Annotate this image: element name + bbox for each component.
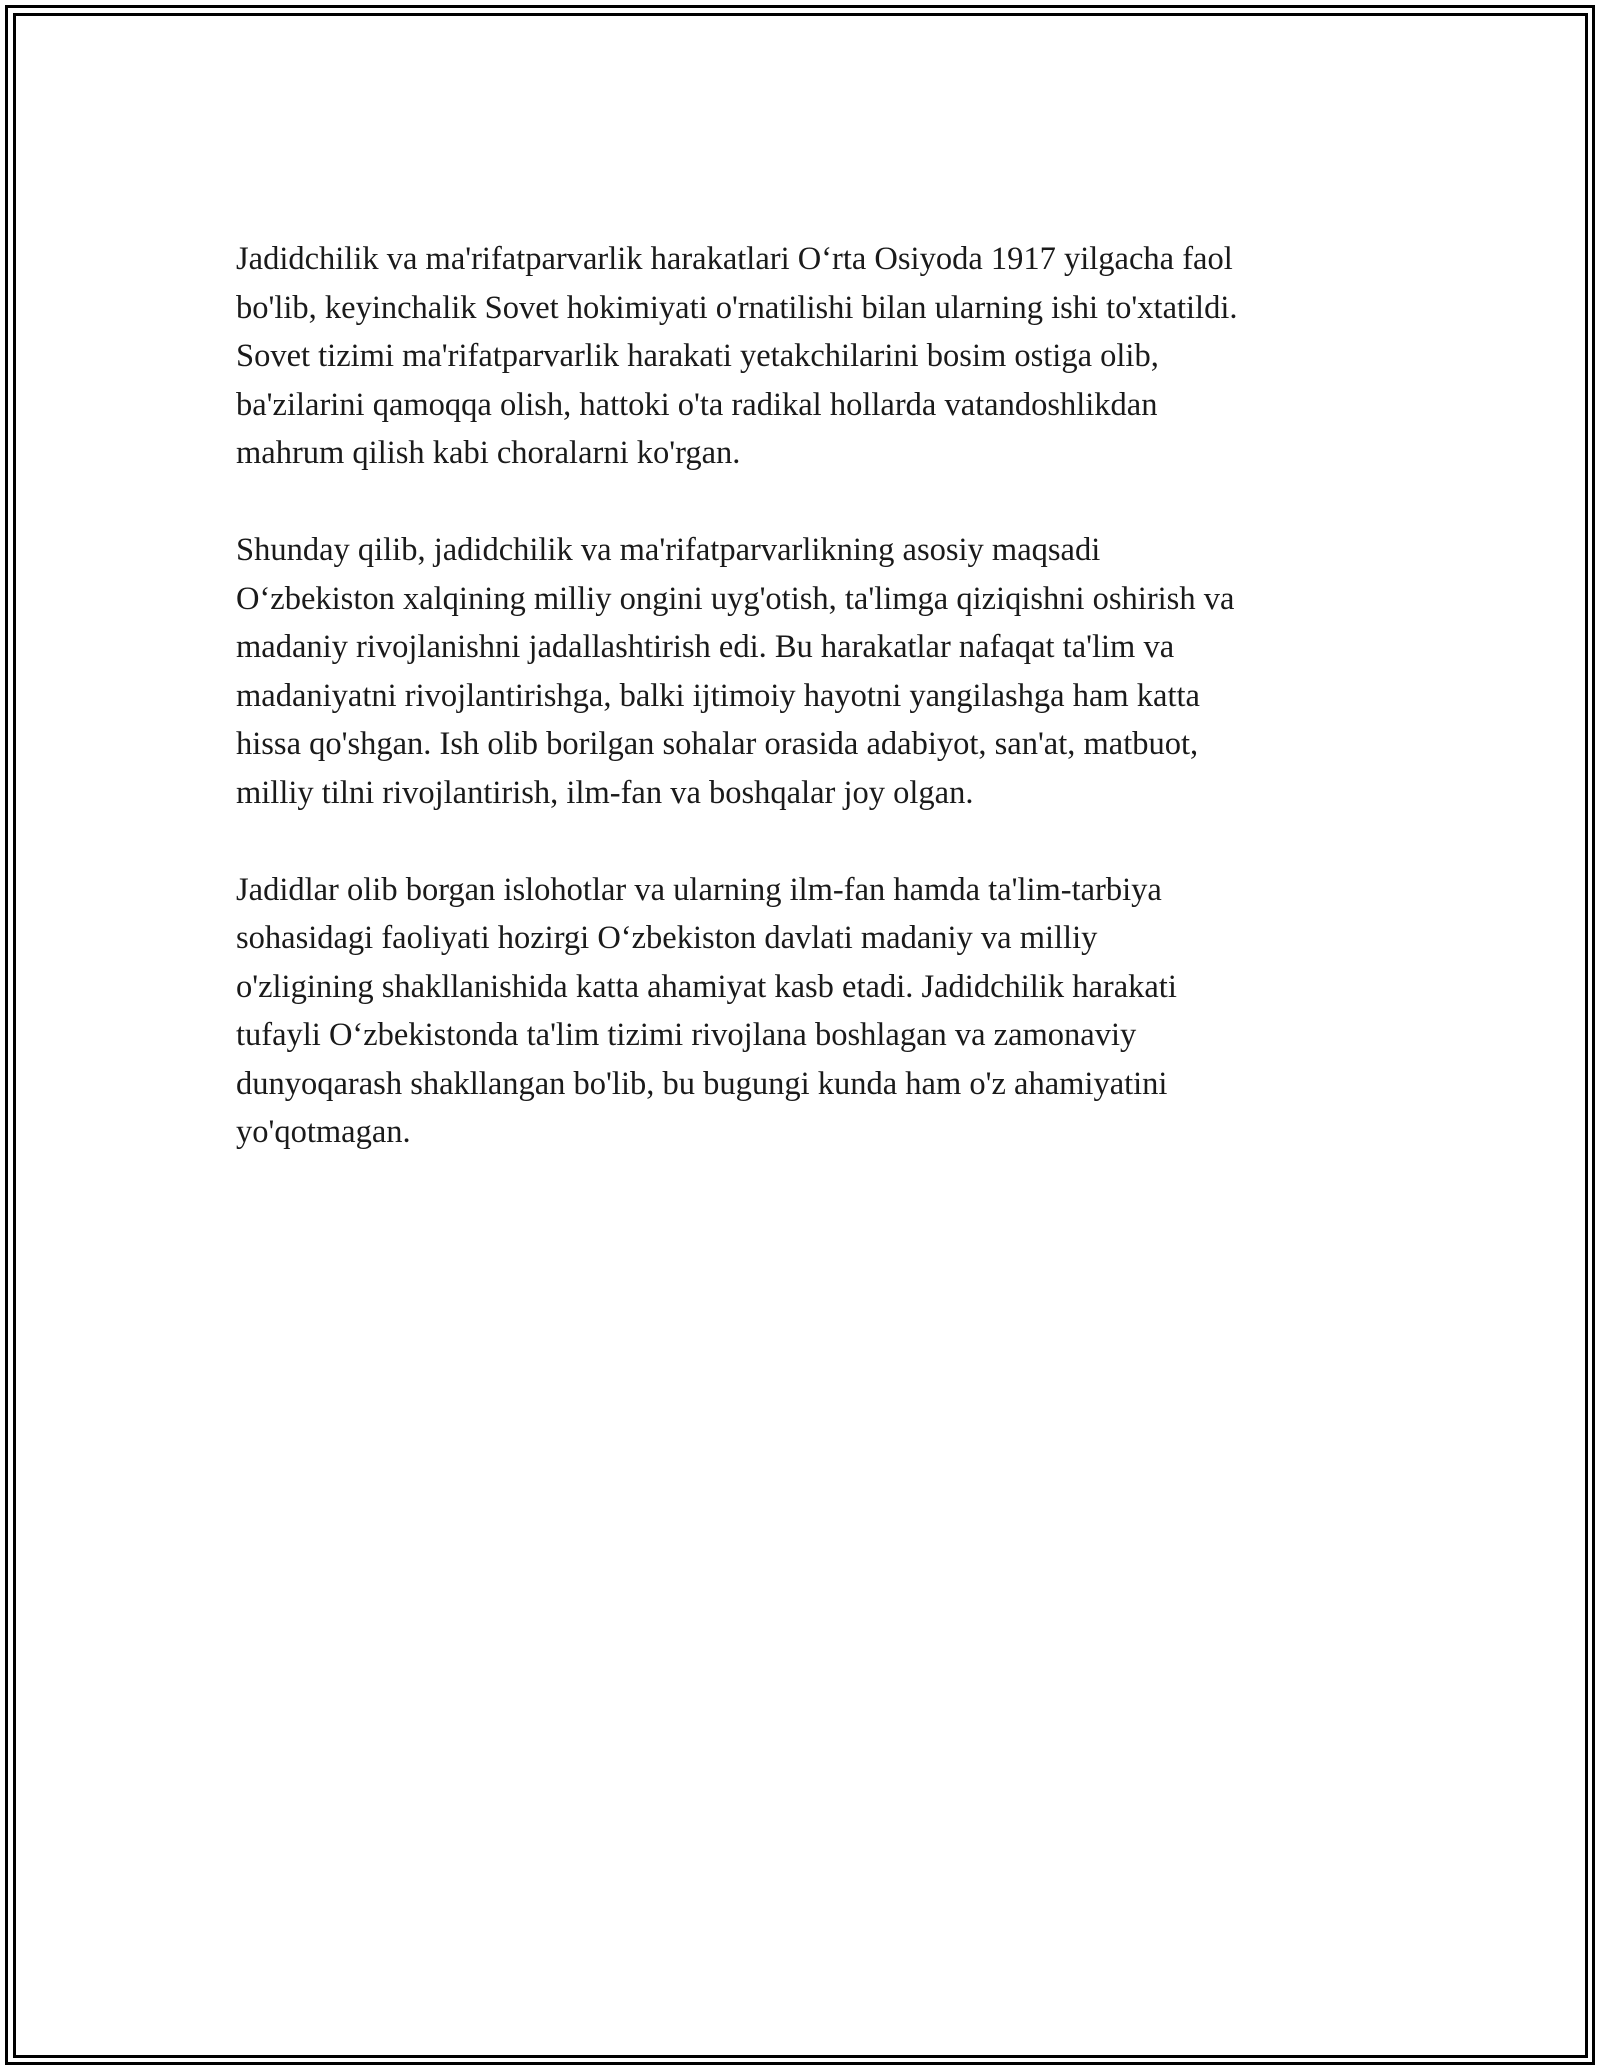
paragraph-line: madaniyatni rivojlantirishga, balki ijtimoiy hayotni yangilashga ham katta: [236, 677, 1200, 714]
paragraph-2: [236, 526, 1406, 817]
paragraph-line: tufayli O‘zbekistonda ta'lim tizimi rivojlana boshlagan va zamonaviy: [236, 1017, 1137, 1053]
paragraph-line: Jadidlar olib borgan islohotlar va ularning ilm-fan hamda ta'lim-tarbiya: [236, 871, 1162, 908]
paragraph-3: [236, 866, 1406, 1157]
paragraph-line: Shunday qilib, jadidchilik va ma'rifatparvarlikning asosiy maqsadi: [236, 532, 1101, 568]
paragraph-1: [236, 235, 1406, 478]
paragraph-line: o'zligining shakllanishida katta ahamiyat kasb etadi. Jadidchilik harakati: [236, 968, 1177, 1005]
paragraph-line: hissa qo'shgan. Ish olib borilgan sohalar orasida adabiyot, san'at, matbuot,: [236, 726, 1199, 762]
paragraph-line: dunyoqarash shakllangan bo'lib, bu bugungi kunda ham o'z ahamiyatini: [236, 1065, 1168, 1102]
paragraph-line: mahrum qilish kabi choralarni ko'rgan.: [236, 435, 741, 471]
paragraph-line: milliy tilni rivojlantirish, ilm-fan va boshqalar joy olgan.: [236, 774, 974, 811]
paragraph-line: sohasidagi faoliyati hozirgi O‘zbekiston davlati madaniy va milliy: [236, 920, 1098, 956]
paragraph-line: madaniy rivojlanishni jadallashtirish edi. Bu harakatlar nafaqat ta'lim va: [236, 629, 1175, 665]
paragraph-line: bo'lib, keyinchalik Sovet hokimiyati o'rnatilishi bilan ularning ishi to'xtatildi.: [236, 289, 1238, 326]
paragraph-line: Sovet tizimi ma'rifatparvarlik harakati yetakchilarini bosim ostiga olib,: [236, 338, 1159, 374]
paragraph-line: Jadidchilik va ma'rifatparvarlik harakatlari O‘rta Osiyoda 1917 yilgacha faol: [236, 241, 1233, 277]
paragraph-line: ba'zilarini qamoqqa olish, hattoki o'ta radikal hollarda vatandoshlikdan: [236, 386, 1158, 423]
paragraph-line: O‘zbekiston xalqining milliy ongini uyg'otish, ta'limga qiziqishni oshirish va: [236, 580, 1235, 617]
paragraph-line: yo'qotmagan.: [236, 1114, 411, 1150]
document-body: [236, 235, 1406, 1205]
